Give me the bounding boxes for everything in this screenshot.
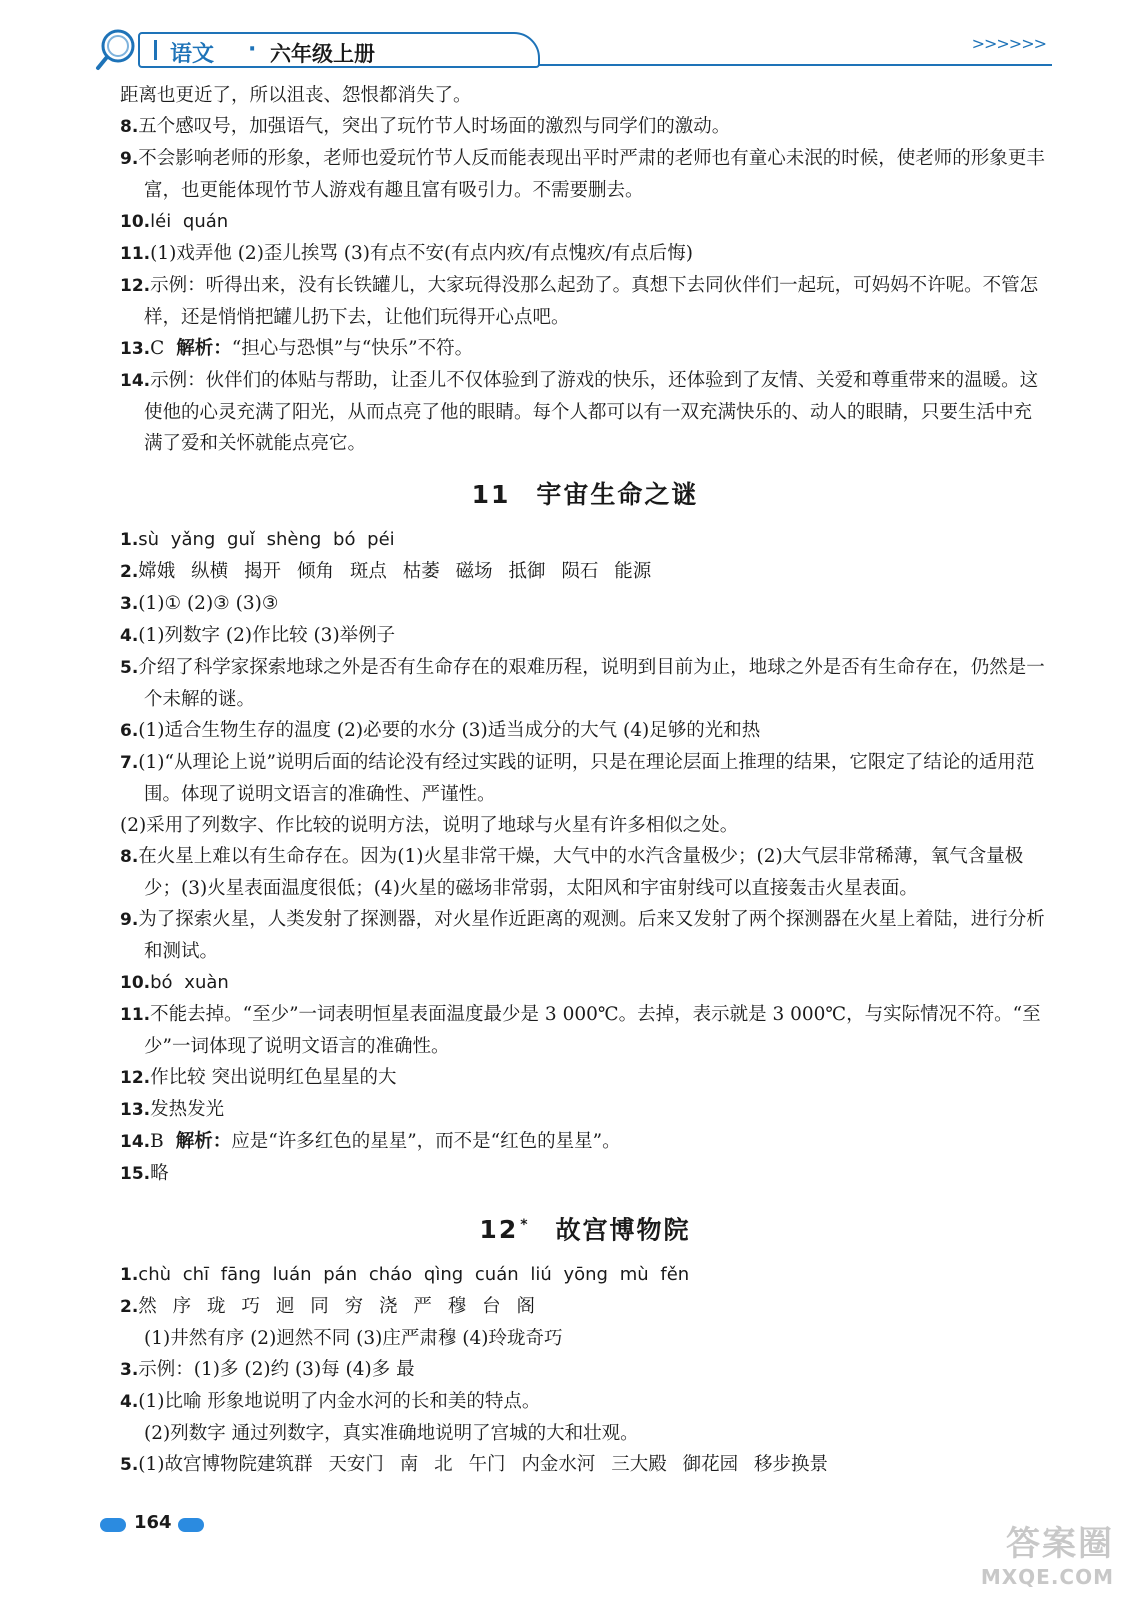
answer-number: 5. — [120, 1455, 139, 1476]
answer-item — [120, 143, 1050, 206]
analysis-text: “担心与恐惧”与“快乐”不符。 — [231, 338, 474, 359]
magnifier-logo-icon — [94, 26, 140, 72]
analysis-label: 解析： — [175, 1131, 232, 1152]
answer-number: 12. — [120, 276, 151, 296]
grade-label: 六年级上册 — [270, 42, 375, 66]
answer-number: 9. — [120, 910, 139, 930]
answer-item — [120, 524, 1050, 556]
answer-text: 示例：伙伴们的体贴与帮助，让歪儿不仅体验到了游戏的快乐，还体验到了友情、关爱和尊重带来的温暖。这使他的心灵充满了阳光，从而点亮了他的眼睛。每个人都可以有一双充满快乐的、动人的眼睛，只要生活中充满了爱和关怀就能点亮它。 — [144, 370, 1039, 454]
answer-item — [120, 1323, 1050, 1354]
answer-number: 14. — [120, 371, 151, 391]
answer-text: 为了探索火星，人类发射了探测器，对火星作近距离的观测。后来又发射了两个探测器在火星上着陆，进行分析和测试。 — [138, 909, 1045, 962]
answer-item — [120, 206, 1050, 238]
answer-text: (2)列数字 通过列数字，真实准确地说明了宫城的大和壮观。 — [144, 1423, 639, 1445]
section-title: 宇宙生命之谜 — [536, 480, 699, 509]
answer-text: (1)① (2)③ (3)③ — [138, 593, 279, 614]
answer-text: (1)比喻 形象地说明了内金水河的长和美的特点。 — [138, 1391, 541, 1413]
answer-item — [120, 556, 1050, 588]
answer-number: 11. — [120, 244, 151, 264]
watermark-line2: MXQE.COM — [980, 1565, 1114, 1589]
answer-item — [120, 80, 1050, 111]
answer-item — [120, 1062, 1050, 1094]
section-heading-12 — [120, 1210, 1050, 1245]
answer-item — [120, 1126, 1050, 1158]
answer-text: (1)列数字 (2)作比较 (3)举例子 — [138, 625, 396, 646]
answer-item — [120, 333, 1050, 365]
answer-number: 13. — [120, 1100, 151, 1120]
answer-item — [120, 620, 1050, 652]
answer-text: (1)适合生物生存的温度 (2)必要的水分 (3)适当成分的大气 (4)足够的光和热 — [138, 720, 761, 741]
section-heading-11 — [120, 479, 1050, 510]
answer-item — [120, 1158, 1050, 1190]
answer-item — [120, 270, 1050, 333]
answer-item — [120, 904, 1050, 967]
answer-item — [120, 652, 1050, 715]
optional-marker: * — [520, 1217, 530, 1233]
answer-text: 示例：听得出来，没有长铁罐儿，大家玩得没那么起劲了。真想下去同伙伴们一起玩，可妈妈不许呢。不管怎样，还是悄悄把罐儿扔下去，让他们玩得开心点吧。 — [144, 275, 1039, 328]
answer-item — [120, 1291, 1050, 1323]
answer-text: 发热发光 — [150, 1099, 225, 1120]
answer-item — [120, 365, 1050, 459]
answer-item — [120, 1094, 1050, 1126]
answer-number: 2. — [120, 562, 139, 582]
answer-item — [120, 810, 1050, 841]
answer-number: 3. — [120, 1360, 139, 1381]
answer-text: 示例：(1)多 (2)约 (3)每 (4)多 最 — [138, 1359, 415, 1381]
answer-text: sù yǎng guǐ shèng bó péi — [138, 529, 395, 550]
answer-item — [120, 747, 1050, 810]
answer-number: 5. — [120, 658, 139, 678]
answer-item — [120, 1354, 1050, 1386]
answer-text: (1)故宫博物院建筑群 天安门 南 北 午门 内金水河 三大殿 御花园 移步换景 — [138, 1454, 829, 1476]
page-header — [92, 24, 1052, 74]
answer-text: 介绍了科学家探索地球之外是否有生命存在的艰难历程，说明到目前为止，地球之外是否有生命存在，仍然是一个未解的谜。 — [138, 657, 1045, 710]
answer-item — [120, 1386, 1050, 1418]
separator-dot: · — [248, 37, 257, 62]
answer-item — [120, 967, 1050, 999]
answer-text: (1)井然有序 (2)迥然不同 (3)庄严肃穆 (4)玲珑奇巧 — [144, 1328, 563, 1350]
page-number: 164 — [134, 1512, 172, 1533]
answer-item — [120, 1259, 1050, 1291]
answer-text: 五个感叹号，加强语气，突出了玩竹节人时场面的激烈与同学们的激动。 — [138, 116, 731, 137]
answer-number: 10. — [120, 212, 151, 232]
answer-number: 15. — [120, 1164, 151, 1184]
answer-text: 作比较 突出说明红色星星的大 — [150, 1067, 397, 1088]
answer-number: 9. — [120, 149, 139, 169]
answer-number: 2. — [120, 1297, 139, 1318]
answer-text: 不会影响老师的形象，老师也爱玩竹节人反而能表现出平时严肃的老师也有童心未泯的时候，使老师的形象更丰富，也更能体现竹节人游戏有趣且富有吸引力。不需要删去。 — [138, 148, 1045, 201]
footer-pill-right — [178, 1518, 204, 1532]
answer-number: 8. — [120, 117, 139, 137]
answer-text: 不能去掉。“至少”一词表明恒星表面温度最少是 3 000℃。去掉，表示就是 3 000℃，与实际情况不符。“至少”一词体现了说明文语言的准确性。 — [144, 1004, 1041, 1057]
subject-label: 语文 — [170, 42, 215, 67]
tab-bar — [154, 40, 157, 60]
answer-text: 嫦娥 纵横 揭开 倾角 斑点 枯萎 磁场 抵御 陨石 能源 — [138, 561, 652, 582]
section-number-value: 12 — [479, 1215, 519, 1245]
answer-text: 在火星上难以有生命存在。因为(1)火星非常干燥，大气中的水汽含量极少；(2)大气层非常稀薄，氧气含量极少；(3)火星表面温度很低；(4)火星的磁场非常弱，太阳风和宇宙射线可以直接轰击火星表面。 — [138, 846, 1024, 899]
section-number — [479, 1215, 529, 1244]
page-footer — [100, 1512, 260, 1536]
answer-text: chù chī fāng luán pán cháo qìng cuán liú yōng mù fěn — [138, 1264, 690, 1286]
header-divider — [538, 64, 1052, 66]
answer-number: 11. — [120, 1005, 151, 1025]
watermark-line1: 答案圈 — [1006, 1524, 1114, 1564]
answer-number: 13. — [120, 339, 151, 359]
answer-item — [120, 841, 1050, 904]
answer-item — [120, 999, 1050, 1062]
answer-text: bó xuàn — [150, 972, 229, 993]
answer-number: 8. — [120, 847, 139, 867]
answer-text: (1)“从理论上说”说明后面的结论没有经过实践的证明，只是在理论层面上推理的结果，它限定了结论的适用范围。体现了说明文语言的准确性、严谨性。 — [138, 752, 1035, 805]
answer-text: 距离也更近了，所以沮丧、怨恨都消失了。 — [120, 85, 472, 106]
answer-number: 10. — [120, 973, 151, 993]
arrows-decoration: >>>>>> — [971, 34, 1046, 53]
header-tab — [138, 32, 540, 68]
answer-text: C — [150, 338, 165, 359]
answer-number: 12. — [120, 1068, 151, 1088]
answer-text: (2)采用了列数字、作比较的说明方法，说明了地球与火星有许多相似之处。 — [120, 815, 739, 836]
section-number: 11 — [471, 480, 511, 509]
answer-item — [120, 715, 1050, 747]
answer-item — [120, 111, 1050, 143]
analysis-text: 应是“许多红色的星星”，而不是“红色的星星”。 — [231, 1131, 621, 1152]
answer-number: 7. — [120, 753, 139, 773]
answer-item — [120, 238, 1050, 270]
answer-item — [120, 1449, 1050, 1481]
answer-number: 1. — [120, 1265, 139, 1286]
answer-text: (1)戏弄他 (2)歪儿挨骂 (3)有点不安(有点内疚/有点愧疚/有点后悔) — [150, 243, 693, 264]
answer-text: léi quán — [150, 211, 229, 232]
answer-text: 略 — [150, 1163, 169, 1184]
answer-item — [120, 1418, 1050, 1449]
section-title: 故宫博物院 — [555, 1215, 691, 1245]
answer-number: 1. — [120, 530, 139, 550]
answer-item — [120, 588, 1050, 620]
footer-pill-left — [100, 1518, 126, 1532]
analysis-label: 解析： — [176, 338, 232, 359]
answer-content — [120, 80, 1050, 1481]
answer-text: B — [150, 1131, 164, 1152]
answer-number: 3. — [120, 594, 139, 614]
answer-number: 6. — [120, 721, 139, 741]
answer-number: 4. — [120, 626, 139, 646]
answer-number: 4. — [120, 1392, 139, 1413]
answer-number: 14. — [120, 1132, 151, 1152]
answer-text: 然 序 珑 巧 迥 同 穷 浇 严 穆 台 阁 — [138, 1296, 535, 1318]
watermark — [954, 1516, 1114, 1589]
